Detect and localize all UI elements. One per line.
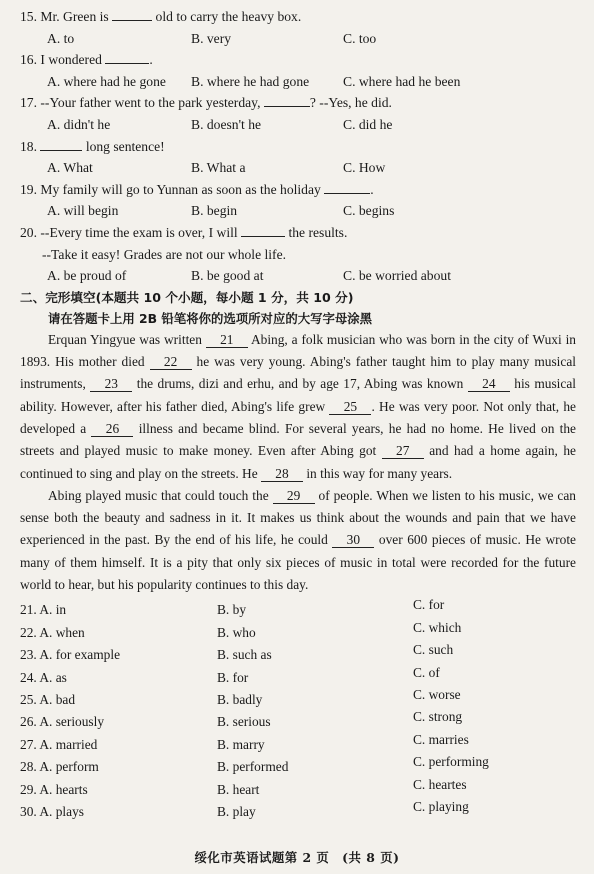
cloze-blank-27: 27 [382, 443, 424, 459]
question-stem: old to carry the heavy box. [155, 9, 302, 24]
cloze-blank-25: 25 [329, 399, 371, 415]
passage-text: the drums, dizi and erhu, and by age 17, Abing was known [132, 376, 468, 392]
cloze-blank-23: 23 [90, 376, 132, 392]
answer-blank [105, 49, 149, 64]
option-b: B. marry [217, 736, 265, 752]
option-b: B. play [217, 803, 256, 819]
passage-text: . He was very poor. Not only that, he developed a [20, 398, 576, 436]
option-a: 21. A. in [20, 602, 67, 618]
question-stem: 15. Mr. Green is [20, 9, 109, 24]
section-heading: 二、完形填空(本题共 10 个小题，每小题 1 分，共 10 分) [20, 289, 354, 305]
option-b: B. serious [217, 714, 271, 730]
option-b: B. doesn't he [191, 116, 262, 132]
cloze-options [20, 599, 576, 823]
cloze-option-row [20, 776, 576, 801]
passage-text: in this way for many years. [302, 465, 453, 481]
answer-blank [264, 92, 310, 107]
cloze-option-row [20, 599, 576, 621]
option-c: C. where had he been [343, 73, 461, 89]
option-a: A. be proud of [47, 268, 127, 284]
answer-blank [241, 222, 285, 237]
option-a: 24. A. as [20, 669, 67, 685]
question-stem: 19. My family will go to Yunnan as soon as the holiday [20, 181, 321, 197]
option-a: A. didn't he [47, 116, 111, 132]
option-b: B. be good at [191, 268, 264, 284]
option-a: 26. A. seriously [20, 714, 105, 730]
option-c: C. How [343, 160, 386, 176]
question-stem: 18. [20, 138, 37, 154]
question-stem: ? --Yes, he did. [309, 95, 392, 111]
passage-text: and had a home again, he continued to sing and play on the streets. He [20, 443, 576, 481]
cloze-option-row [20, 686, 576, 711]
option-c: C. playing [413, 798, 469, 814]
option-c: C. such [413, 642, 454, 658]
question-stem: 17. --Your father went to the park yesterday, [20, 95, 261, 111]
option-c: C. heartes [413, 776, 467, 792]
cloze-blank-24: 24 [468, 376, 510, 392]
cloze-option-row [20, 798, 576, 823]
question-17 [20, 92, 576, 135]
option-a: A. where had he gone [47, 73, 166, 89]
answer-blank [112, 6, 152, 21]
section-instruction: 请在答题卡上用 2B 铅笔将你的选项所对应的大写字母涂黑 [48, 310, 373, 326]
cloze-option-row [20, 756, 576, 778]
passage-text: his musical ability. However, after his father died, Abing's life grew [20, 376, 576, 414]
question-19 [20, 179, 576, 222]
cloze-blank-30: 30 [332, 532, 374, 548]
option-c: C. for [413, 597, 445, 613]
option-b: B. such as [217, 647, 272, 663]
answer-blank [40, 136, 82, 151]
question-stem: . [149, 52, 153, 68]
option-c: C. begins [343, 203, 395, 219]
option-c: C. did he [343, 116, 393, 132]
option-b: B. performed [217, 759, 289, 775]
option-c: C. be worried about [343, 268, 451, 284]
answer-blank [324, 179, 370, 194]
option-a: 28. A. perform [20, 759, 99, 775]
question-18 [20, 136, 576, 179]
question-16 [20, 49, 576, 92]
dialogue-reply: --Take it easy! Grades are not our whole life. [42, 246, 287, 262]
option-c: C. too [343, 30, 377, 46]
cloze-blank-22: 22 [150, 354, 192, 370]
option-a: 25. A. bad [20, 691, 76, 707]
option-b: B. who [217, 624, 256, 640]
cloze-blank-28: 28 [261, 466, 303, 482]
question-stem: long sentence! [85, 138, 165, 154]
question-stem: . [370, 181, 374, 197]
option-c: C. performing [413, 754, 489, 770]
passage-text: Abing, a folk musician who was born in the city of Wuxi in 1893. His mother died [20, 331, 576, 370]
cloze-blank-21: 21 [206, 332, 248, 348]
option-b: B. by [217, 602, 247, 618]
passage-text: Erquan Yingyue was written [48, 331, 206, 347]
option-a: A. to [47, 30, 75, 46]
passage-text: he was very young. Abing's father taught him to play many musical instruments, [20, 354, 576, 392]
cloze-option-row [20, 644, 576, 666]
page-footer: 绥化市英语试题第 2 页 (共 8 页) [194, 850, 400, 865]
option-c: C. which [413, 619, 462, 635]
passage-text: Abing played music that could touch the [48, 487, 273, 503]
option-c: C. marries [413, 731, 469, 747]
option-b: B. heart [217, 781, 260, 797]
option-c: C. of [413, 664, 440, 680]
option-b: B. badly [217, 691, 263, 707]
passage-text: over 600 pieces of music. He wrote many of them himself. It is a pity that only six pieces of music in total were recorded for the future world to hear, but his popularity continues to this day. [20, 532, 576, 592]
option-b: B. begin [191, 203, 238, 219]
cloze-option-row [20, 619, 576, 644]
cloze-option-row [20, 731, 576, 756]
question-stem: the results. [288, 224, 348, 240]
passage-paragraph-1 [20, 329, 576, 485]
option-a: 29. A. hearts [20, 781, 88, 797]
option-a: 30. A. plays [20, 803, 84, 819]
option-a: A. What [47, 160, 93, 176]
cloze-option-row [20, 711, 576, 733]
passage-text: illness and became blind. For several years, he had no home. He lived on the streets and played music to make money. Even after Abing got [20, 420, 577, 459]
option-a: 22. A. when [20, 624, 85, 640]
cloze-blank-26: 26 [91, 421, 133, 437]
option-b: B. What a [191, 160, 246, 176]
question-15 [20, 6, 576, 49]
question-stem: 20. --Every time the exam is over, I will [20, 224, 238, 240]
option-b: B. very [191, 30, 232, 46]
option-a: A. will begin [47, 203, 119, 219]
cloze-option-row [20, 664, 576, 689]
passage-paragraph-2 [20, 485, 576, 596]
option-c: C. strong [413, 709, 463, 725]
option-b: B. for [217, 669, 249, 685]
option-b: B. where he had gone [191, 73, 310, 89]
question-stem: 16. I wondered [20, 52, 102, 68]
question-20 [20, 222, 576, 287]
passage-text: of people. When we listen to his music, we can sense both the beauty and sadness in it. It makes us think about the wounds and pain that we have experienced in the past. By the end of his life, he could [20, 487, 576, 548]
option-a: 23. A. for example [20, 647, 121, 663]
cloze-blank-29: 29 [273, 488, 315, 504]
option-c: C. worse [413, 686, 461, 702]
option-a: 27. A. married [20, 736, 98, 752]
